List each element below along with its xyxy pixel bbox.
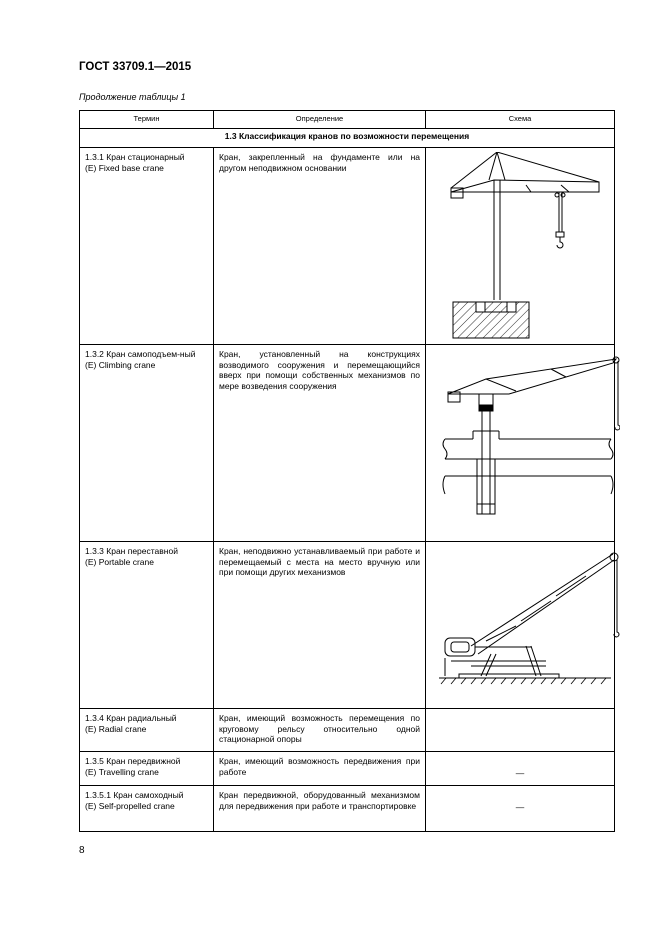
column-header-schema: Схема — [426, 111, 615, 129]
table-header-row — [80, 111, 615, 129]
schema-cell — [426, 709, 615, 752]
term-cell — [80, 345, 214, 542]
section-title: 1.3 Классификация кранов по возможности перемещения — [80, 129, 615, 148]
term-en: (E) Travelling crane — [85, 766, 159, 777]
term-cell — [80, 786, 214, 832]
term-ru: 1.3.5 Кран передвижной — [85, 756, 181, 766]
document-header: ГОСТ 33709.1—2015 — [79, 61, 192, 73]
term-cell — [80, 709, 214, 752]
column-header-definition: Определение — [214, 111, 426, 129]
table-row — [80, 786, 615, 832]
term-ru: 1.3.1 Кран стационарный — [85, 152, 185, 162]
term-en: (E) Self-propelled crane — [85, 800, 175, 811]
portable-crane-drawing — [426, 542, 615, 709]
table-row — [80, 752, 615, 786]
term-cell — [80, 542, 214, 709]
terms-table — [79, 110, 615, 832]
term-cell — [80, 148, 214, 345]
definition-cell: Кран, имеющий возможность перемещения по круговому рельсу относительно одной стационарной опоры — [214, 709, 426, 752]
climbing-crane-drawing — [426, 345, 615, 542]
table-row — [80, 148, 615, 345]
term-ru: 1.3.3 Кран переставной — [85, 546, 178, 556]
fixed-crane-drawing — [426, 148, 615, 345]
term-en: (E) Radial crane — [85, 723, 147, 734]
definition-cell: Кран, имеющий возможность передвижения при работе — [214, 752, 426, 786]
term-ru: 1.3.2 Кран самоподъем-ный — [85, 349, 196, 359]
term-en: (E) Fixed base crane — [85, 162, 164, 173]
table-row — [80, 542, 615, 709]
term-en: (E) Portable crane — [85, 556, 154, 567]
term-en: (E) Climbing crane — [85, 359, 156, 370]
term-ru: 1.3.5.1 Кран самоходный — [85, 790, 184, 800]
term-cell — [80, 752, 214, 786]
schema-cell — [426, 786, 615, 832]
schema-dash: — — [515, 768, 525, 778]
definition-cell: Кран, закрепленный на фундаменте или на другом неподвижном основании — [214, 148, 426, 345]
table-row — [80, 345, 615, 542]
column-header-term: Термин — [80, 111, 214, 129]
definition-cell: Кран передвижной, оборудованный механизмом для передвижения при работе и транспортировке — [214, 786, 426, 832]
schema-dash: — — [515, 802, 525, 812]
schema-cell — [426, 752, 615, 786]
definition-cell: Кран, неподвижно устанавливаемый при работе и перемещаемый с места на место вручную или при помощи других механизмов — [214, 542, 426, 709]
section-row — [80, 129, 615, 148]
table-caption: Продолжение таблицы 1 — [79, 92, 186, 102]
term-ru: 1.3.4 Кран радиальный — [85, 713, 177, 723]
table-row — [80, 709, 615, 752]
definition-cell: Кран, установленный на конструкциях возводимого сооружения и перемещающийся вверх при помощи собственных механизмов по мере возведения сооружения — [214, 345, 426, 542]
page-number: 8 — [79, 845, 85, 856]
